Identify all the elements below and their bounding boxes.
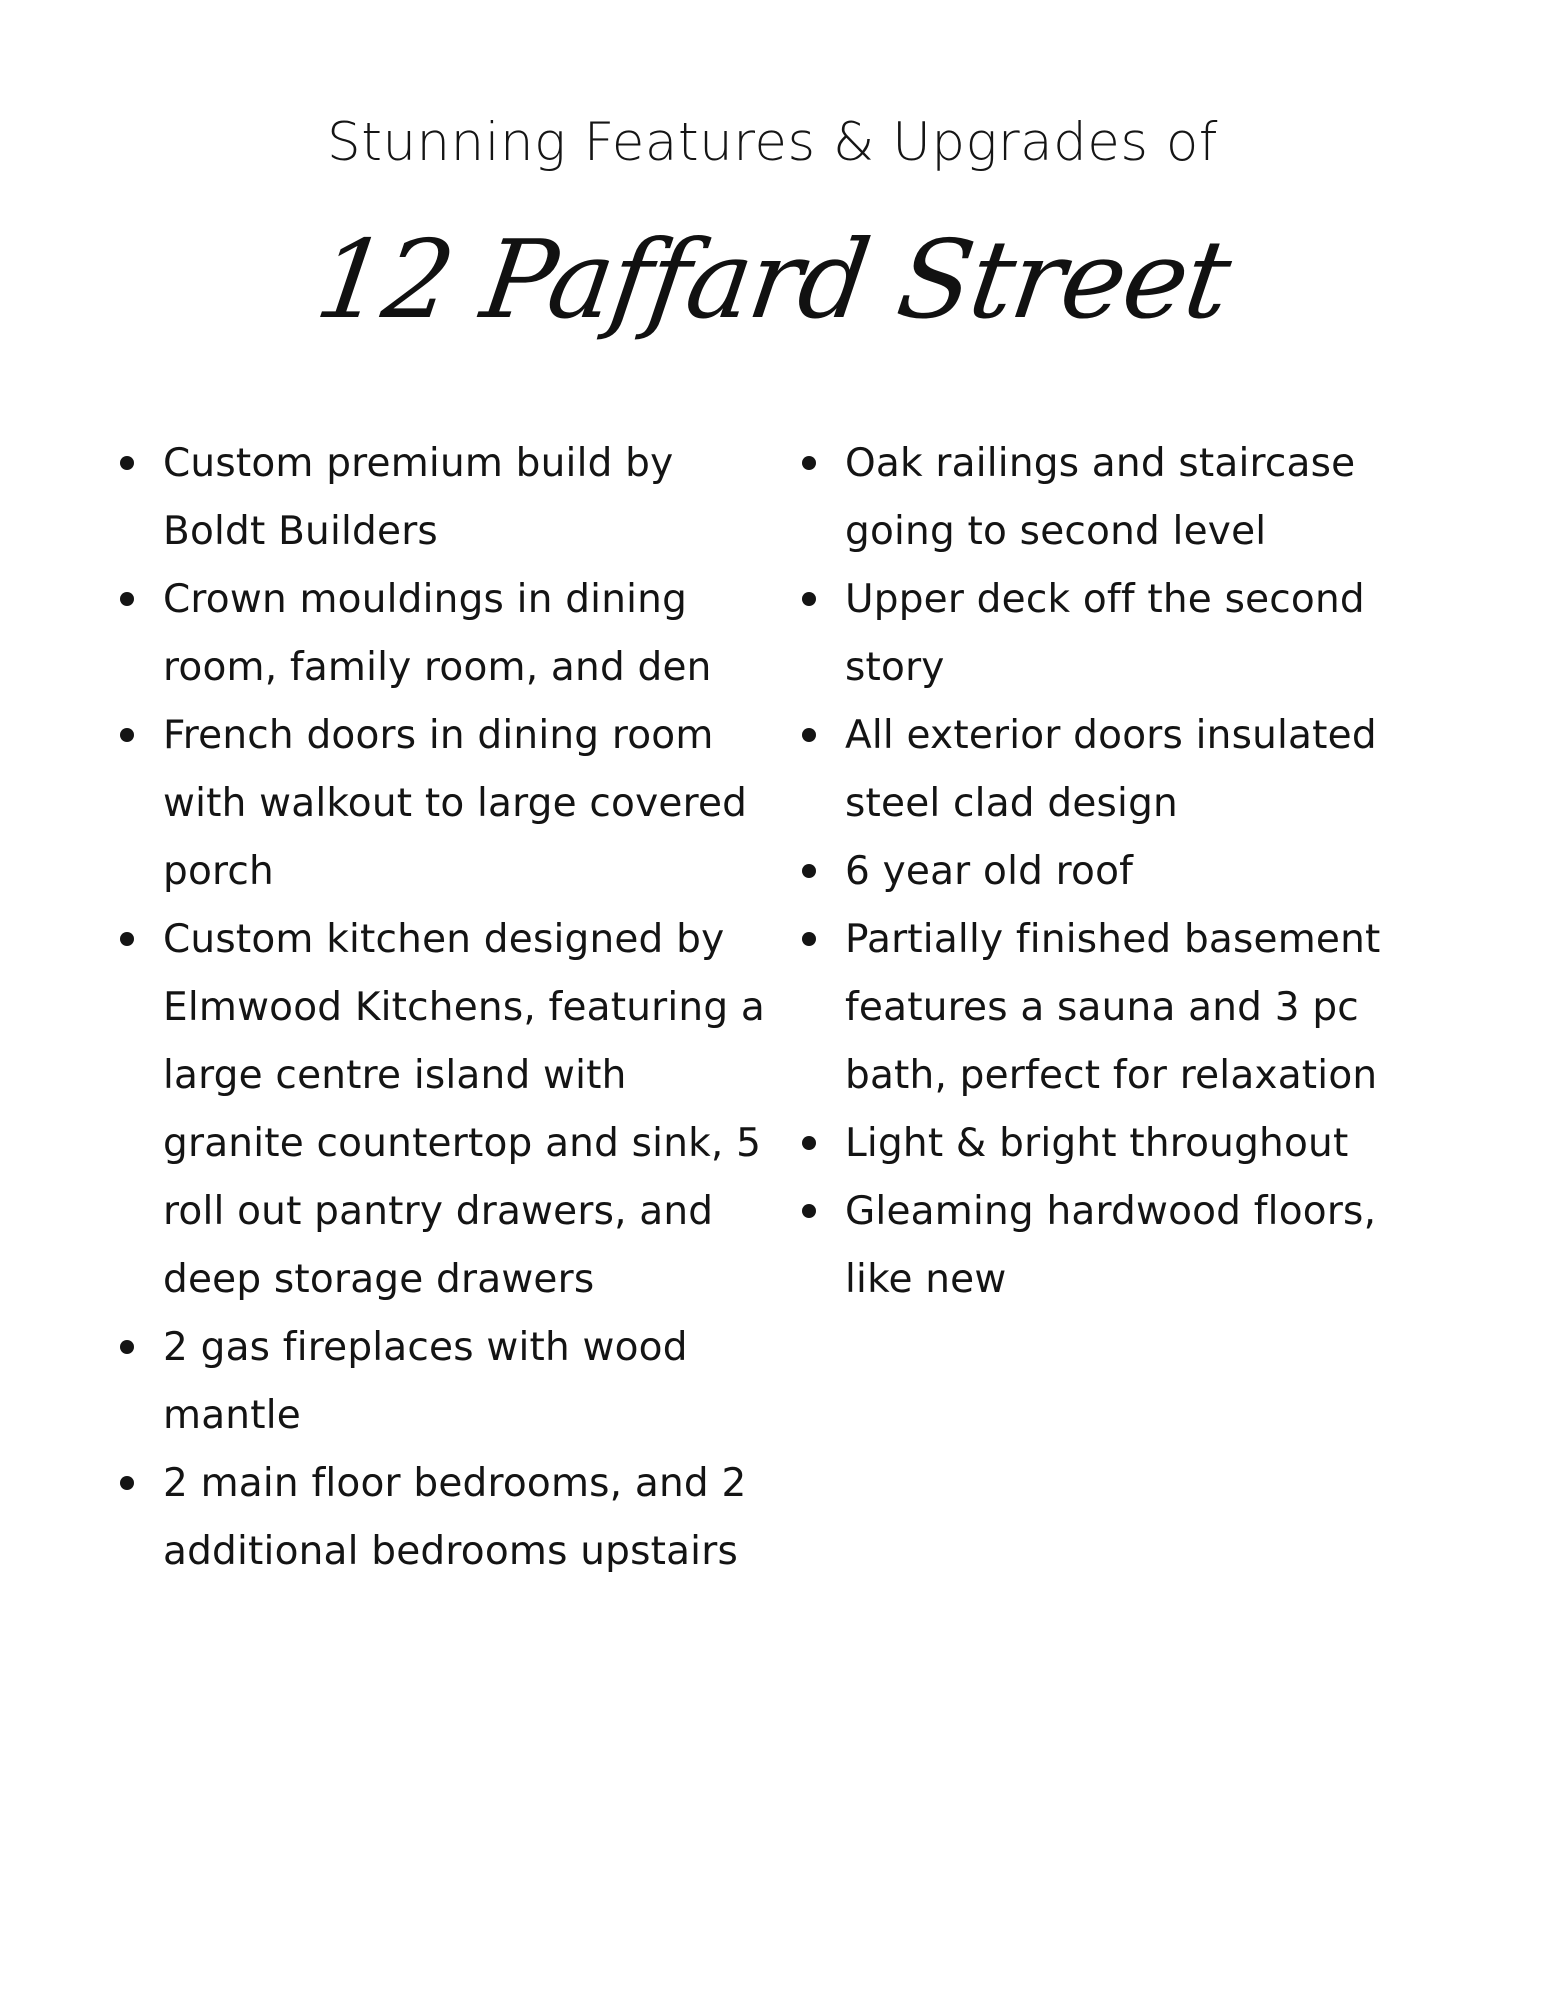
- page-subtitle: Stunning Features & Upgrades of: [327, 112, 1218, 173]
- bullet-icon: [802, 1136, 816, 1150]
- feature-text: Light & bright throughout: [845, 1121, 1349, 1166]
- feature-item: [118, 430, 768, 566]
- feature-text: 2 gas fireplaces with wood mantle: [163, 1325, 688, 1438]
- feature-text: Oak railings and staircase going to second level: [845, 441, 1356, 554]
- features-list-right: [800, 430, 1450, 1314]
- feature-item: [118, 906, 768, 1314]
- feature-text: French doors in dining room with walkout to large covered porch: [163, 713, 748, 894]
- feature-text: Upper deck off the second story: [845, 577, 1365, 690]
- page-title: 12 Paffard Street: [308, 218, 1237, 343]
- feature-text: Crown mouldings in dining room, family room, and den: [163, 577, 712, 690]
- feature-item: [800, 566, 1450, 702]
- features-list-left: [118, 430, 768, 1586]
- bullet-icon: [802, 1204, 816, 1218]
- bullet-icon: [120, 1476, 134, 1490]
- bullet-icon: [802, 728, 816, 742]
- bullet-icon: [802, 864, 816, 878]
- feature-text: Partially finished basement features a sauna and 3 pc bath, perfect for relaxation: [845, 917, 1381, 1098]
- feature-item: [800, 430, 1450, 566]
- bullet-icon: [120, 1340, 134, 1354]
- feature-text: Gleaming hardwood floors, like new: [845, 1189, 1377, 1302]
- feature-text: Custom kitchen designed by Elmwood Kitchens, featuring a large centre island with granite countertop and sink, 5 roll out pantry drawers, and deep storage drawers: [163, 917, 765, 1302]
- feature-item: [800, 1178, 1450, 1314]
- bullet-icon: [802, 932, 816, 946]
- feature-text: 2 main floor bedrooms, and 2 additional bedrooms upstairs: [163, 1461, 747, 1574]
- feature-item: [800, 702, 1450, 838]
- feature-text: All exterior doors insulated steel clad design: [845, 713, 1377, 826]
- feature-text: 6 year old roof: [845, 849, 1134, 894]
- feature-item: [800, 838, 1450, 906]
- bullet-icon: [120, 592, 134, 606]
- bullet-icon: [120, 728, 134, 742]
- feature-item: [800, 1110, 1450, 1178]
- bullet-icon: [802, 456, 816, 470]
- feature-item: [118, 1450, 768, 1586]
- feature-item: [800, 906, 1450, 1110]
- feature-item: [118, 702, 768, 906]
- feature-text: Custom premium build by Boldt Builders: [163, 441, 674, 554]
- bullet-icon: [802, 592, 816, 606]
- bullet-icon: [120, 932, 134, 946]
- bullet-icon: [120, 456, 134, 470]
- feature-item: [118, 566, 768, 702]
- feature-item: [118, 1314, 768, 1450]
